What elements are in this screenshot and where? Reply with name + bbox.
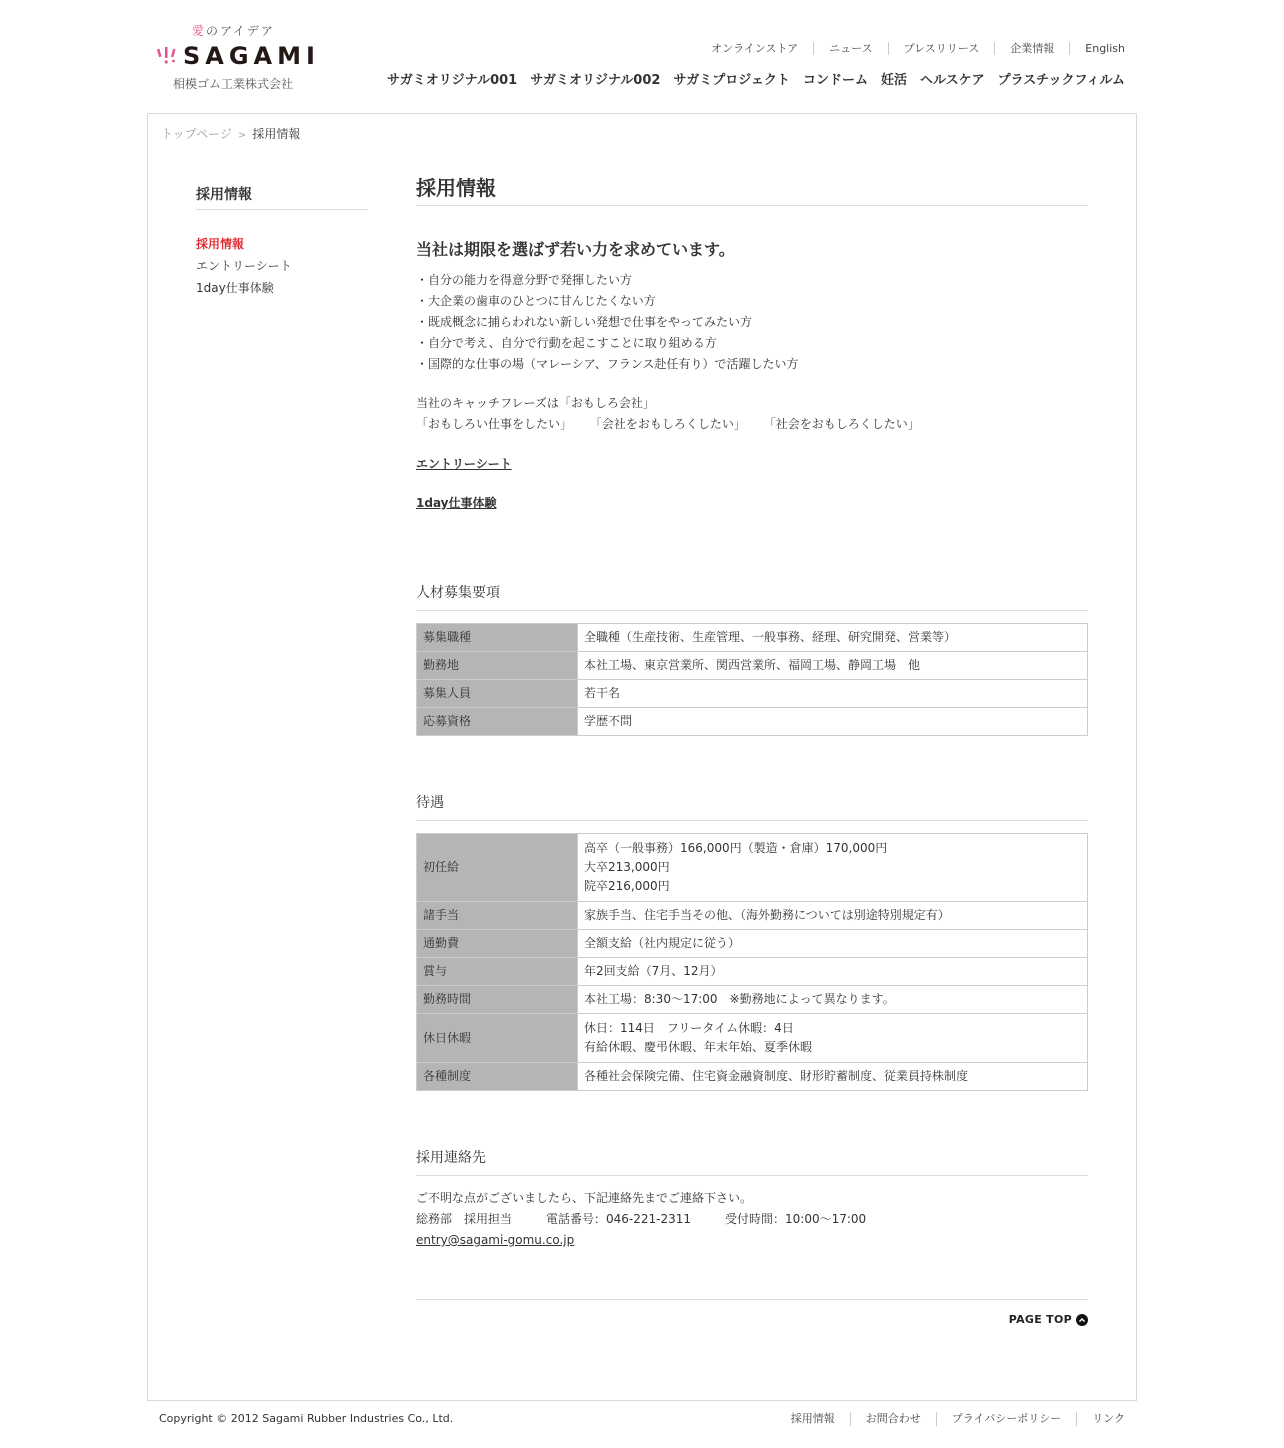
contact-intro: ご不明な点がございましたら、下記連絡先までご連絡下さい。	[416, 1191, 753, 1205]
contact-info	[416, 1188, 1088, 1251]
catch-phrase: 「社会をおもしろくしたい」	[763, 417, 920, 431]
table-label: 休日休暇	[417, 1014, 578, 1063]
main-nav-healthcare[interactable]: ヘルスケア	[919, 73, 985, 88]
table-row	[417, 652, 1088, 680]
table-label: 応募資格	[417, 708, 578, 736]
main-nav-plastic-film[interactable]: プラスチックフィルム	[997, 73, 1125, 88]
sidebar-item-recruit	[196, 233, 368, 255]
table-value: 本社工場：8:30～17:00 ※勤務地によって異なります。	[578, 986, 1088, 1014]
table-label: 初任給	[417, 834, 578, 902]
contact-details	[416, 1209, 1088, 1230]
table-value: 全額支給（社内規定に従う）	[578, 930, 1088, 958]
table-value-line: 休日：114日 フリータイム休暇：4日	[584, 1021, 794, 1035]
util-nav-company-info[interactable]: 企業情報	[994, 42, 1069, 55]
table-value	[578, 1014, 1088, 1063]
catch-phrase: 「会社をおもしろくしたい」	[589, 417, 746, 431]
util-nav-english[interactable]: English	[1069, 42, 1125, 55]
sidebar-link-recruit[interactable]: 採用情報	[196, 237, 245, 251]
footer-link-privacy-policy[interactable]: プライバシーポリシー	[936, 1412, 1076, 1426]
main-nav-condom[interactable]: コンドーム	[802, 73, 868, 88]
catchphrase: 当社のキャッチフレーズは「おもしろ会社」	[416, 396, 655, 410]
table-value: 若干名	[578, 680, 1088, 708]
main-nav-sagami-original-001[interactable]: サガミオリジナル001	[386, 73, 518, 88]
entry-sheet-link[interactable]: エントリーシート	[416, 457, 512, 471]
recruitment-section	[416, 584, 1088, 736]
list-item: ・既成概念に捕らわれない新しい発想で仕事をやってみたい方	[416, 315, 753, 329]
table-row	[417, 708, 1088, 736]
catch-phrases	[416, 414, 1088, 435]
contact-section	[416, 1149, 1088, 1251]
sidebar	[196, 184, 368, 299]
logo-company-name: 相模ゴム工業株式会社	[173, 77, 294, 91]
breadcrumb-home[interactable]: トップページ	[161, 127, 232, 141]
footer-link-links[interactable]: リンク	[1076, 1412, 1125, 1426]
table-value: 年2回支給（7月、12月）	[578, 958, 1088, 986]
page-top-button[interactable]	[1009, 1313, 1088, 1326]
1day-experience-link[interactable]: 1day仕事体験	[416, 496, 497, 510]
page-top-bar	[416, 1299, 1088, 1340]
util-nav-news[interactable]: ニュース	[813, 42, 887, 55]
table-label: 通勤費	[417, 930, 578, 958]
catchphrase-block	[416, 393, 1088, 435]
table-label: 募集職種	[417, 624, 578, 652]
main-content	[416, 176, 1088, 1340]
breadcrumb	[161, 125, 300, 142]
page-title: 採用情報	[416, 176, 1088, 206]
list-item: ・自分の能力を得意分野で発揮したい方	[416, 273, 633, 287]
table-value	[578, 834, 1088, 902]
contact-dept: 総務部 採用担当	[416, 1212, 513, 1226]
table-label: 諸手当	[417, 902, 578, 930]
table-row	[417, 624, 1088, 652]
benefits-table	[416, 833, 1088, 1091]
sidebar-item-1day-experience	[196, 277, 368, 299]
table-row	[417, 680, 1088, 708]
sidebar-link-entry-sheet[interactable]: エントリーシート	[196, 259, 292, 273]
table-row	[417, 958, 1088, 986]
sidebar-item-entry-sheet	[196, 255, 368, 277]
util-nav-press-release[interactable]: プレスリリース	[888, 42, 995, 55]
contact-email-link[interactable]: entry@sagami-gomu.co.jp	[416, 1233, 575, 1247]
logo-tagline: 愛のアイデア	[192, 24, 275, 38]
chevron-up-circle-icon	[1076, 1314, 1088, 1326]
copyright: Copyright © 2012 Sagami Rubber Industries Co., Ltd.	[159, 1412, 454, 1425]
table-row	[417, 930, 1088, 958]
main-nav-ninkatsu[interactable]: 妊活	[880, 73, 907, 88]
benefits-title: 待遇	[416, 794, 1088, 821]
table-row	[417, 986, 1088, 1014]
table-value: 学歴不問	[578, 708, 1088, 736]
contact-title: 採用連絡先	[416, 1149, 1088, 1176]
table-label: 賞与	[417, 958, 578, 986]
table-row	[417, 1014, 1088, 1063]
site-logo[interactable]	[157, 20, 320, 92]
table-value: 本社工場、東京営業所、関西営業所、福岡工場、静岡工場 他	[578, 652, 1088, 680]
table-row	[417, 1063, 1088, 1091]
table-value: 各種社会保険完備、住宅資金融資制度、財形貯蓄制度、従業員持株制度	[578, 1063, 1088, 1091]
list-item: ・国際的な仕事の場（マレーシア、フランス赴任有り）で活躍したい方	[416, 357, 799, 371]
table-value-line: 有給休暇、慶弔休暇、年末年始、夏季休暇	[584, 1040, 813, 1054]
table-label: 勤務地	[417, 652, 578, 680]
table-value-line: 大卒213,000円	[584, 860, 670, 874]
sidebar-link-1day-experience[interactable]: 1day仕事体験	[196, 281, 274, 295]
main-nav-sagami-original-002[interactable]: サガミオリジナル002	[530, 73, 661, 88]
recruitment-title: 人材募集要項	[416, 584, 1088, 611]
list-item: ・自分で考え、自分で行動を起こすことに取り組める方	[416, 336, 717, 350]
footer-nav	[776, 1412, 1125, 1426]
chevron-right-icon: >	[237, 130, 247, 141]
breadcrumb-current: 採用情報	[252, 127, 301, 141]
sidebar-title: 採用情報	[196, 184, 368, 210]
content-frame	[147, 113, 1137, 1401]
requirements-list	[416, 270, 1088, 375]
util-nav-online-store[interactable]: オンラインストア	[711, 41, 799, 55]
table-value-line: 院卒216,000円	[584, 879, 670, 893]
table-value: 全職種（生産技術、生産管理、一般事務、経理、研究開発、営業等）	[578, 624, 1088, 652]
table-label: 勤務時間	[417, 986, 578, 1014]
table-value: 家族手当、住宅手当その他、（海外勤務については別途特別規定有）	[578, 902, 1088, 930]
table-row	[417, 902, 1088, 930]
lead-heading: 当社は期限を選ばず若い力を求めています。	[416, 240, 735, 259]
main-nav	[374, 72, 1125, 90]
list-item: ・大企業の歯車のひとつに甘んじたくない方	[416, 294, 656, 308]
page-top-label: PAGE TOP	[1008, 1313, 1072, 1326]
main-nav-sagami-project[interactable]: サガミプロジェクト	[673, 73, 790, 88]
logo-mark-icon	[157, 47, 177, 65]
utility-nav	[696, 41, 1125, 55]
table-label: 募集人員	[417, 680, 578, 708]
catch-phrase: 「おもしろい仕事をしたい」	[416, 417, 573, 431]
footer-link-contact[interactable]: お問合わせ	[850, 1412, 936, 1426]
logo-brand-text: SAGAMI	[183, 42, 320, 70]
table-row	[417, 834, 1088, 902]
table-label: 各種制度	[417, 1063, 578, 1091]
contact-hours: 受付時間：10:00～17:00	[725, 1212, 867, 1226]
contact-phone: 電話番号：046-221-2311	[546, 1212, 692, 1226]
recruitment-table	[416, 623, 1088, 736]
sidebar-menu	[196, 233, 368, 299]
footer-link-recruit[interactable]: 採用情報	[790, 1412, 835, 1425]
benefits-section	[416, 794, 1088, 1091]
table-value-line: 高卒（一般事務）166,000円（製造・倉庫）170,000円	[584, 841, 888, 855]
